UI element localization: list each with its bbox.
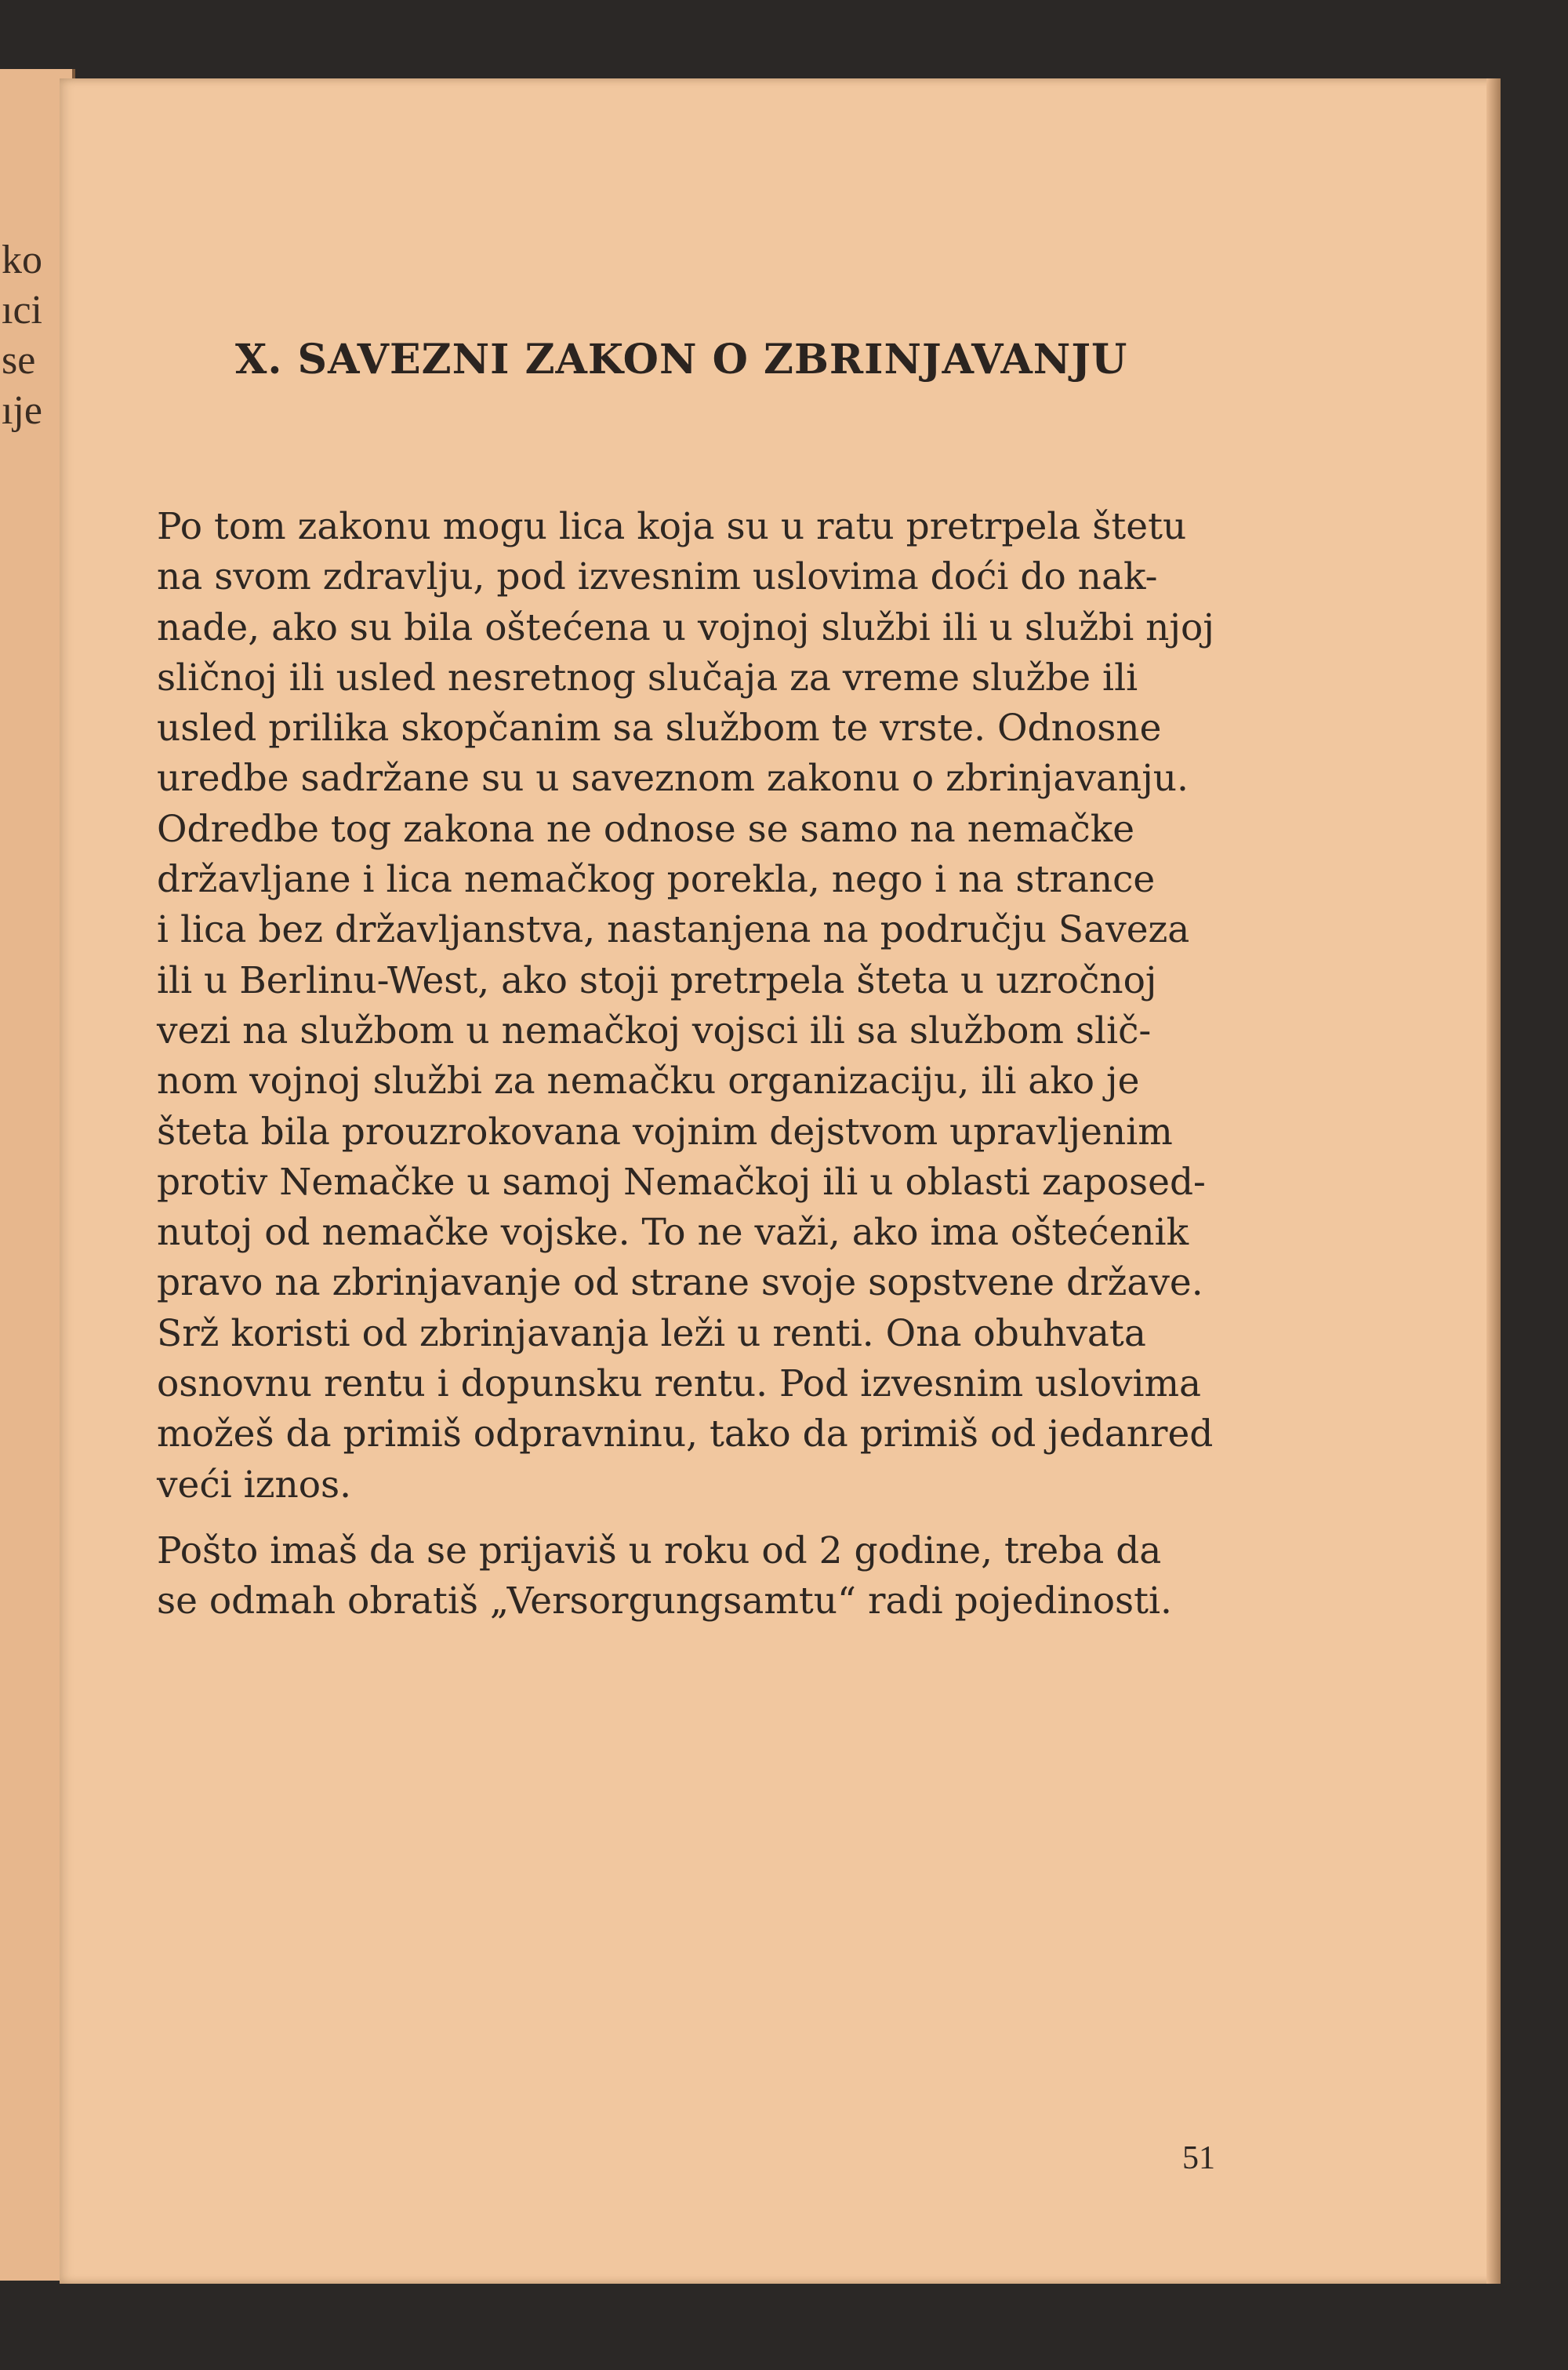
body-paragraph: Pošto imaš da se prijaviš u roku od 2 godine, treba da se odmah obratiš „Versorgungsamtu“ radi pojedinosti. — [157, 1529, 1173, 1623]
previous-page-fragment: ıje — [2, 388, 42, 433]
body-paragraph: Po tom zakonu mogu lica koja su u ratu pretrpela štetu na svom zdravlju, pod izvesnim uslovima doći do nak- nade, ako su bila oštećena u vojnoj službi ili u službi njoj sličnoj ili usled nesretnog slučaja za vreme službe ili usled prilika skopčanim sa službom te vrste. Odnosne uredbe sadržane su u saveznom zakonu o zbrinjavanju. Odredbe tog zakona ne odnose se samo na nemačke državljane i lica nemačkog porekla, nego i na strance i lica bez državljanstva, nastanjena na području Saveza ili u Berlinu-West, ako stoji pretrpela šteta u uzročnoj vezi na službom u nemačkoj vojsci ili sa službom slič- nom vojnoj službi za nemačku organizaciju, ili ako je šteta bila prouzrokovana vojnim dejstvom upravljenim protiv Nemačke u samoj Nemačkoj ili u oblasti zaposed- nutoj od nemačke vojske. To ne važi, ako ima oštećenik pravo na zbrinjavanje od strane svoje sopstvene države. Srž koristi od zbrinjavanja leži u renti. Ona obuhvata osnovnu rentu i dopunsku rentu. Pod izvesnim uslovima možeš da primiš odpravninu, tako da primiš od jedanred veći iznos. — [157, 505, 1214, 1507]
previous-page-fragment: ıci — [2, 288, 42, 333]
page-number: 51 — [1182, 2140, 1215, 2176]
previous-page-fragment: ko — [2, 238, 42, 282]
previous-page-fragment: se — [2, 338, 36, 383]
page-edge-shadow — [1486, 78, 1501, 2284]
section-heading: X. SAVEZNI ZAKON O ZBRINJAVANJU — [235, 336, 1128, 383]
